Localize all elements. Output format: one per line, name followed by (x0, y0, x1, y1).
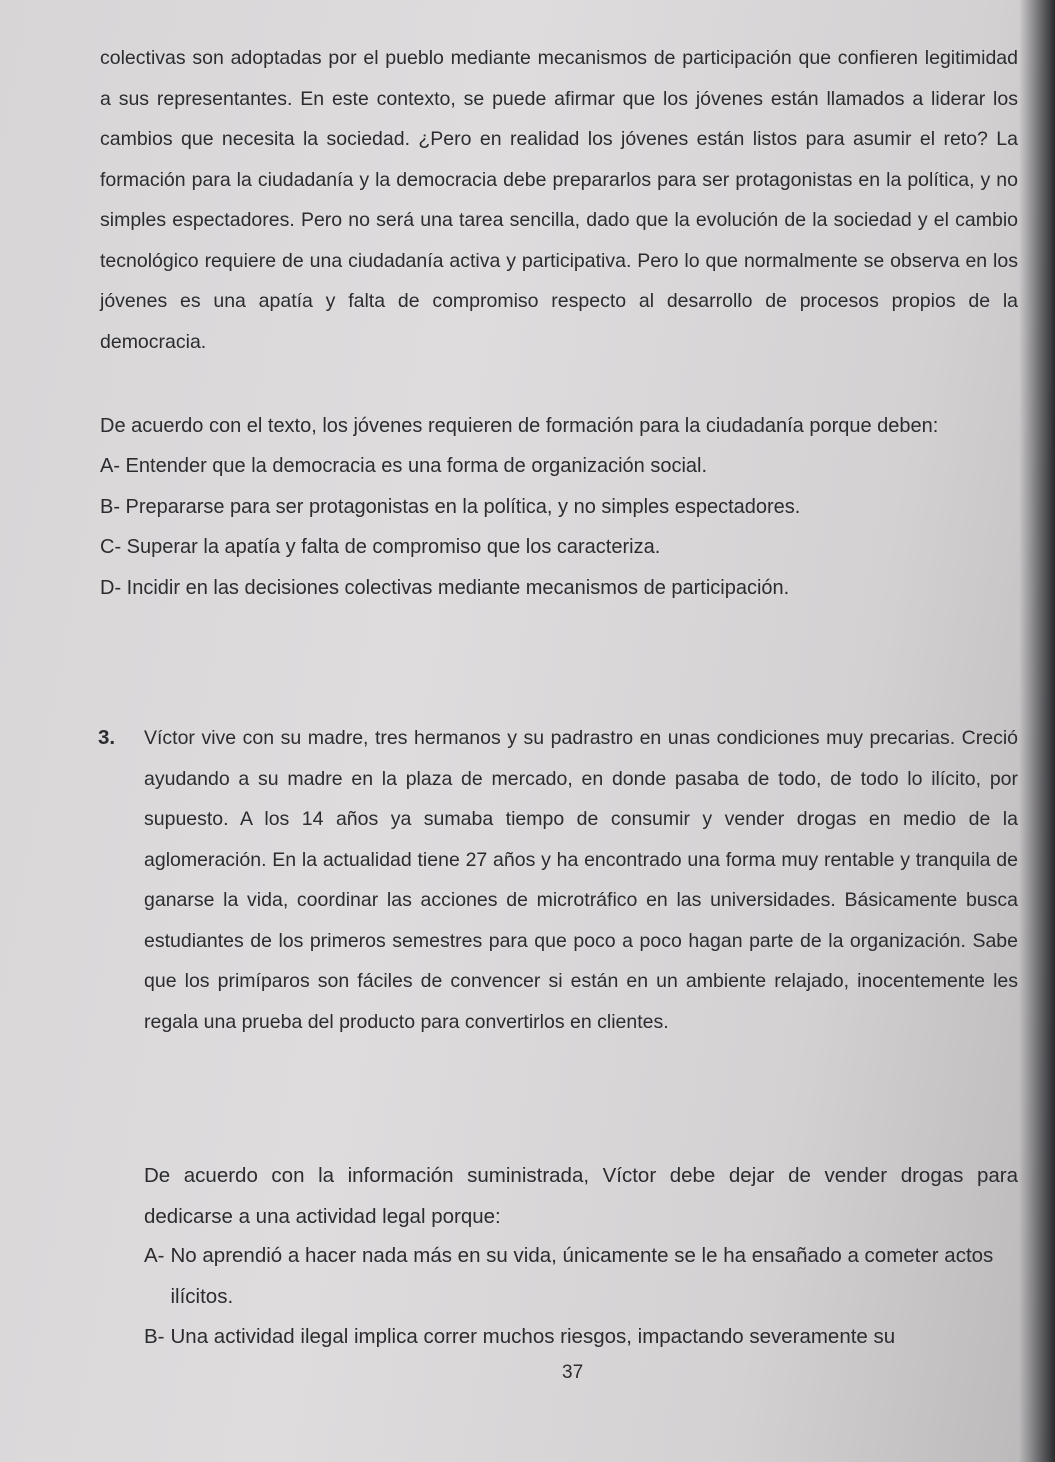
question-2-option-d: D- Incidir en las decisiones colectivas mediante mecanismos de participación. (100, 576, 790, 599)
question-3-options (144, 1236, 1018, 1358)
option-letter: B- (144, 1325, 165, 1348)
passage-paragraph: colectivas son adoptadas por el pueblo mediante mecanismos de participación que confieren legitimidad a sus representantes. En este contexto, se puede afirmar que los jóvenes están llamados a liderar los cambios que necesita la sociedad. ¿Pero en realidad los jóvenes están listos para asumir el reto? La formación para la ciudadanía y la democracia debe prepararlos para ser protagonistas en la política, y no simples espectadores. Pero no será una tarea sencilla, dado que la evolución de la sociedad y el cambio tecnológico requiere de una ciudadanía activa y participativa. Pero lo que normalmente se observa en los jóvenes es una apatía y falta de compromiso respecto al desarrollo de procesos propios de la democracia. (100, 47, 1018, 353)
question-2-option-b: B- Prepararse para ser protagonistas en la política, y no simples espectadores. (100, 495, 801, 518)
option-text: Una actividad ilegal implica correr muchos riesgos, impactando severamente su (170, 1325, 896, 1348)
question-3-stem: De acuerdo con la información suministrada, Víctor debe dejar de vender drogas para dedicarse a una actividad legal porque: (144, 1164, 1018, 1228)
question-2-option-c: C- Superar la apatía y falta de compromiso que los caracteriza. (100, 536, 661, 558)
document-page (98, 38, 1018, 1348)
page-number: 37 (562, 1362, 584, 1383)
question-3-option-a (144, 1236, 1018, 1317)
option-text: No aprendió a hacer nada más en su vida, únicamente se le ha ensañado a cometer actos ilícitos. (170, 1244, 994, 1308)
question-3-passage: Víctor vive con su madre, tres hermanos y su padrastro en unas condiciones muy precarias. Creció ayudando a su madre en la plaza de mercado, en donde pasaba de todo, de todo lo ilícito, por supuesto. A los 14 años ya sumaba tiempo de consumir y vender drogas en medio de la aglomeración. En la actualidad tiene 27 años y ha encontrado una forma muy rentable y tranquila de ganarse la vida, coordinar las acciones de microtráfico en las universidades. Básicamente busca estudiantes de los primeros semestres para que poco a poco hagan parte de la organización. Sabe que los primíparos son fáciles de convencer si están en un ambiente relajado, inocentemente les regala una prueba del producto para convertirlos en clientes. (144, 727, 1018, 1033)
question-3-option-b (144, 1317, 1018, 1358)
option-letter: A- (144, 1244, 165, 1267)
question-3-number: 3. (98, 726, 116, 749)
question-3 (100, 718, 1018, 1042)
question-2-option-a: A- Entender que la democracia es una forma de organización social. (100, 455, 708, 477)
question-2-stem: De acuerdo con el texto, los jóvenes requieren de formación para la ciudadanía porque deben: (100, 415, 939, 437)
page-edge-shadow (1019, 0, 1055, 1462)
